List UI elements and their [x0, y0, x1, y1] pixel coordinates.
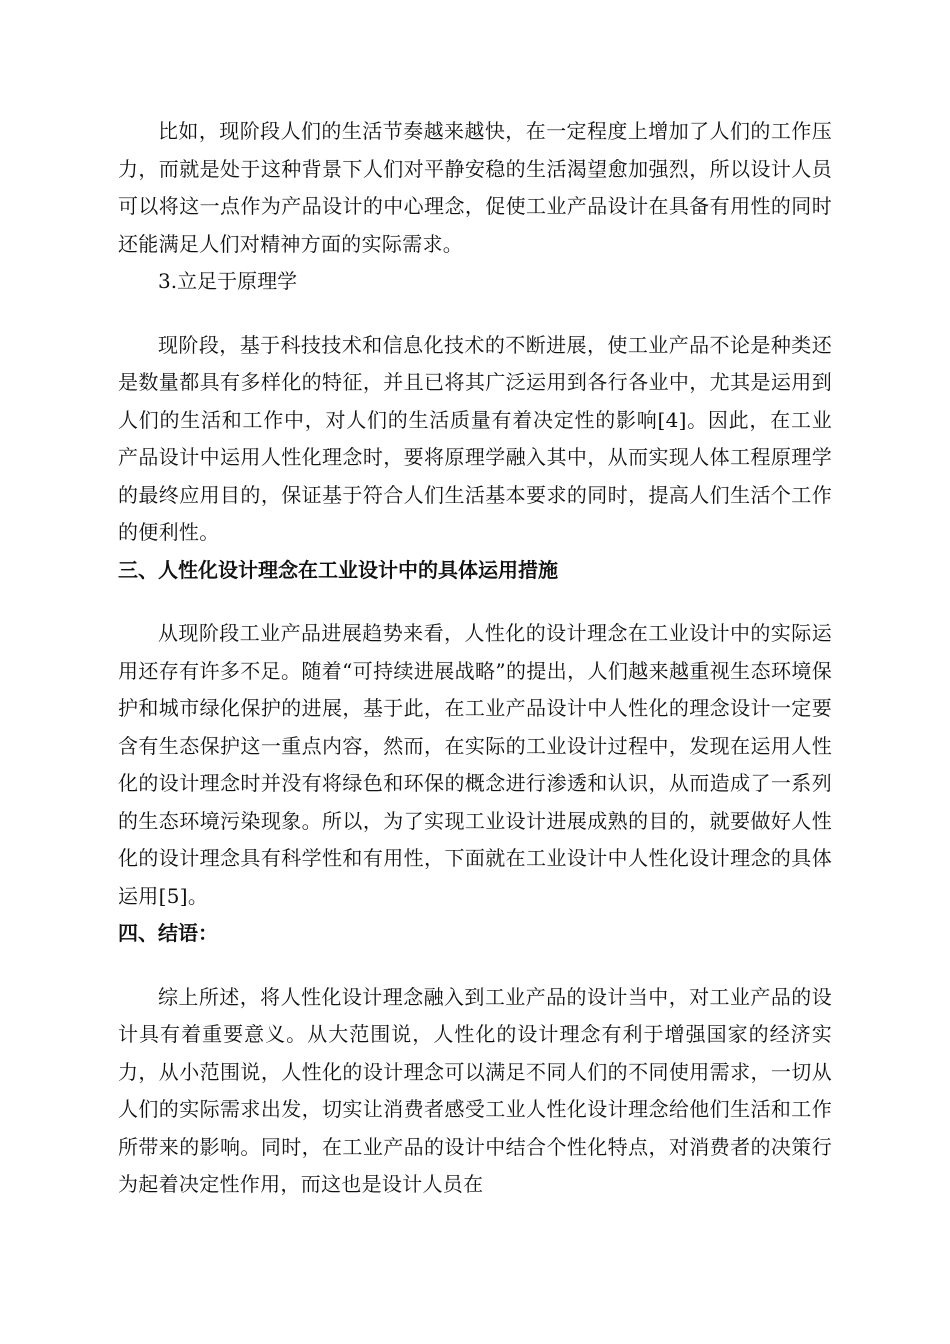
paragraph-ergonomics: 现阶段，基于科技技术和信息化技术的不断进展，使工业产品不论是种类还是数量都具有多样化的特征，并且已将其广泛运用到各行各业中，尤其是运用到人们的生活和工作中，对人们的生活质量有着决定性的影响[4]。因此，在工业产品设计中运用人性化理念时，要将原理学融入其中，从而实现人体工程原理学的最终应用目的，保证基于符合人们生活基本要求的同时，提高人们生活个工作的便利性。 [118, 332, 832, 544]
paragraph-conclusion: 综上所述，将人性化设计理念融入到工业产品的设计当中，对工业产品的设计具有着重要意义。从大范围说，人性化的设计理念有利于增强国家的经济实力，从小范围说，人性化的设计理念可以满足不同人们的不同使用需求，一切从人们的实际需求出发，切实让消费者感受工业人性化设计理念给他们生活和工作所带来的影响。同时，在工业产品的设计中结合个性化特点，对消费者的决策行为起着决定性作用，而这也是设计人员在 [118, 984, 832, 1196]
section-title-conclusion: 四、结语： [118, 921, 218, 945]
section-title-application-measures: 三、人性化设计理念在工业设计中的具体运用措施 [118, 557, 558, 582]
subheading-principles: 3.立足于原理学 [158, 269, 298, 293]
paragraph-spiritual-needs: 比如，现阶段人们的生活节奏越来越快，在一定程度上增加了人们的工作压力，而就是处于这种背景下人们对平静安稳的生活渴望愈加强烈，所以设计人员可以将这一点作为产品设计的中心理念，促使工业产品设计在具备有用性的同时还能满足人们对精神方面的实际需求。 [118, 119, 832, 256]
paragraph-application-measures: 从现阶段工业产品进展趋势来看，人性化的设计理念在工业设计中的实际运用还存有许多不足。随着“可持续进展战略”的提出，人们越来越重视生态环境保护和城市绿化保护的进展，基于此，在工业产品设计中人性化的理念设计一定要含有生态保护这一重点内容，然而，在实际的工业设计过程中，发现在运用人性化的设计理念时并没有将绿色和环保的概念进行渗透和认识，从而造成了一系列的生态环境污染现象。所以，为了实现工业设计进展成熟的目的，就要做好人性化的设计理念具有科学性和有用性，下面就在工业设计中人性化设计理念的具体运用[5]。 [118, 621, 832, 908]
